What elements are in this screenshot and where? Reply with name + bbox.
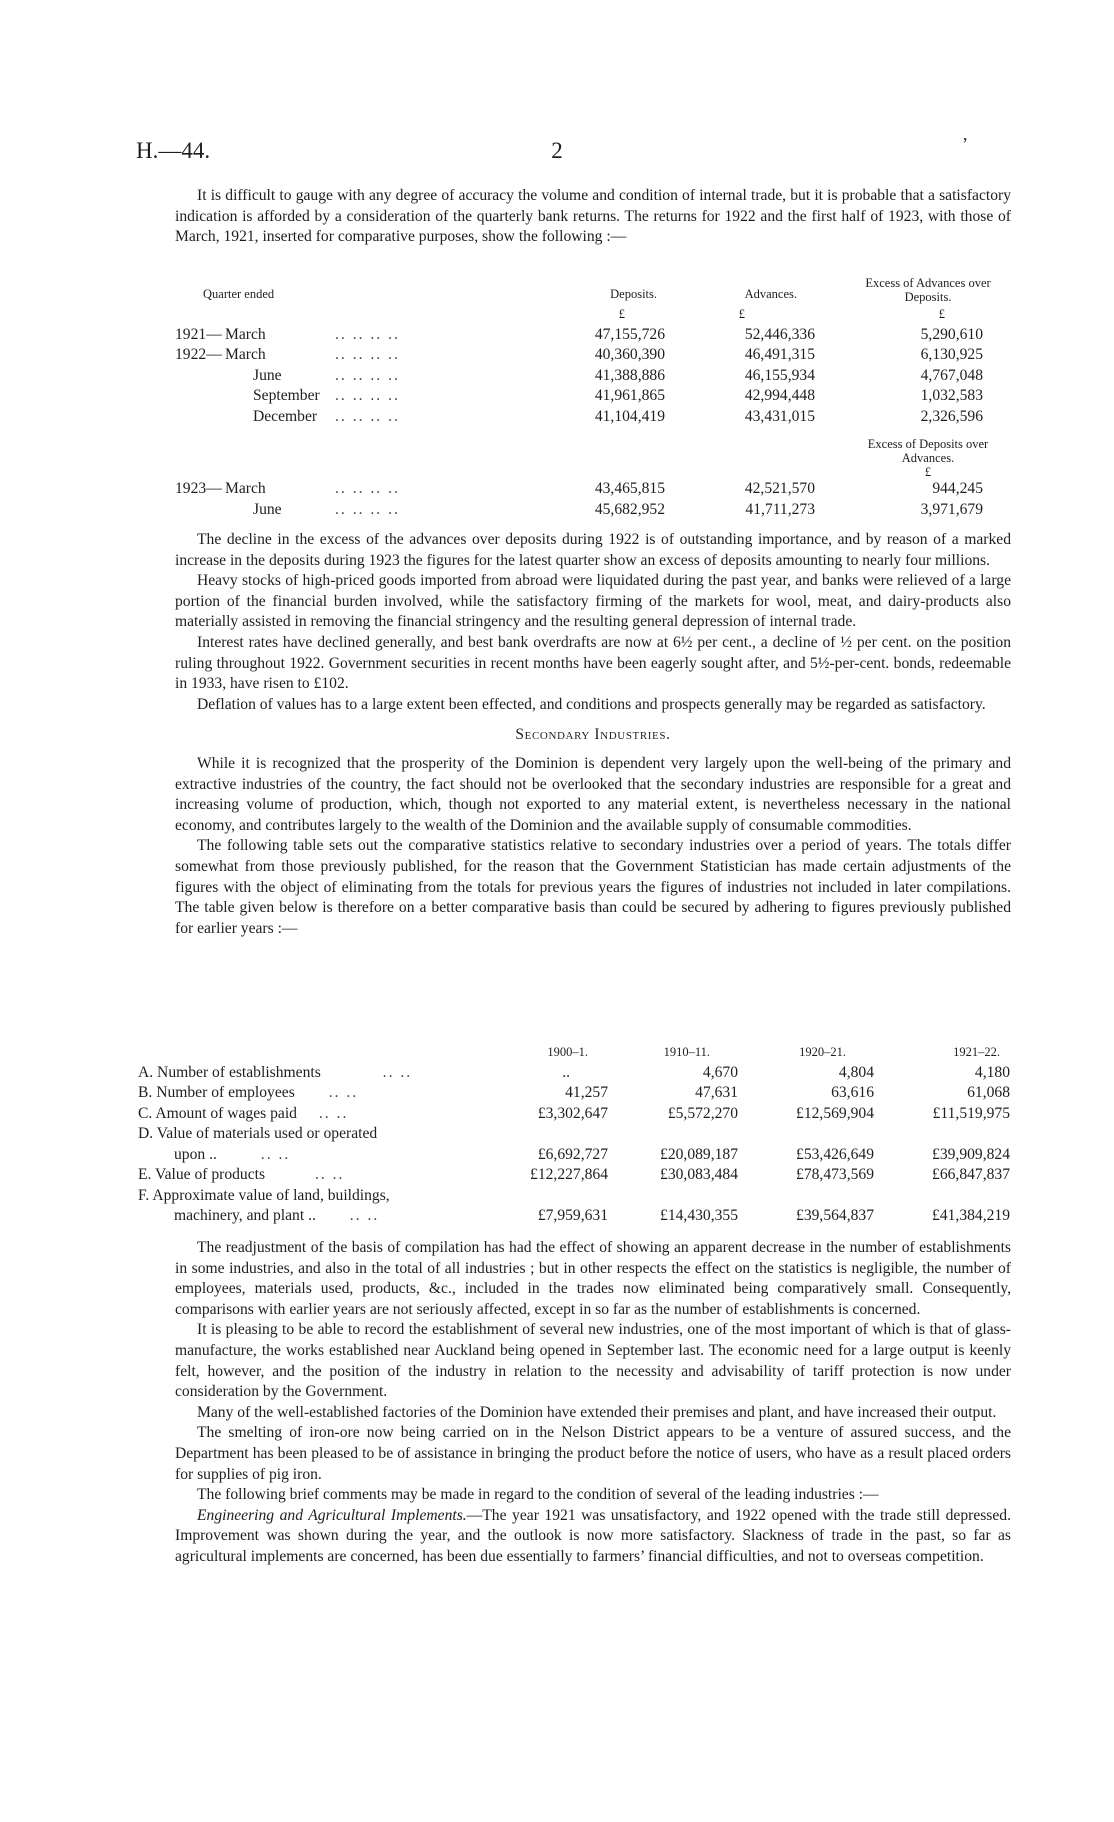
row-excess: 2,326,596 xyxy=(920,407,983,425)
header-excess: Excess of Advances over Deposits. xyxy=(865,276,991,304)
row-quarter: March xyxy=(225,346,266,363)
page-number: 2 xyxy=(551,138,563,163)
row-quarter: March xyxy=(225,480,266,497)
table-row xyxy=(138,1206,1010,1227)
table-row xyxy=(175,479,1011,500)
table-row xyxy=(175,386,1011,407)
margin-mark: ’ xyxy=(962,134,968,154)
row-deposits: 43,465,815 xyxy=(594,480,665,497)
row-label: F. Approximate value of land, buildings, xyxy=(138,1186,390,1204)
engineering-body: —The year 1921 was unsatisfactory, and 1922 opened with the trade still depressed. Improvement was shown during the year, and the outlook is now more satisfactory. Slackness of trade in the past, so far as agricultural implements are concerned, has been due essentially to farmers’ financial difficulties, and not to overseas competition. xyxy=(175,1506,1011,1565)
row-label xyxy=(138,1063,488,1084)
row-deposits: 40,360,390 xyxy=(594,346,665,363)
row-advances: 52,446,336 xyxy=(744,325,815,343)
paragraph: The decline in the excess of the advances over deposits during 1922 is of outstanding importance, and by reason of a marked increase in the deposits during 1923 the figures for the latest quarter show an excess of deposits amounting to nearly four millions. xyxy=(175,531,1011,569)
row-value: £7,959,631 xyxy=(537,1207,608,1224)
row-deposits: 41,104,419 xyxy=(594,407,665,425)
row-quarter: December xyxy=(253,407,318,425)
row-excess: 944,245 xyxy=(932,480,983,497)
row-advances: 43,431,015 xyxy=(744,407,815,425)
row-leader: .. .. xyxy=(328,1084,359,1101)
row-leader: .. .. xyxy=(314,1166,345,1183)
row-year xyxy=(175,407,225,428)
row-value: 4,670 xyxy=(702,1063,738,1081)
row-excess: 5,290,610 xyxy=(920,325,983,343)
row-leader: .. .. .. .. xyxy=(335,366,400,384)
table-row xyxy=(138,1186,1010,1207)
row-value: 47,631 xyxy=(695,1084,738,1101)
year-header: 1910–11. xyxy=(663,1045,710,1059)
row-value: £39,909,824 xyxy=(932,1145,1010,1163)
row-leader: .. .. .. .. xyxy=(335,407,400,425)
table-row xyxy=(175,407,1011,428)
row-excess: 4,767,048 xyxy=(920,366,983,384)
paragraph: Heavy stocks of high-priced goods imported from abroad were liquidated during the past year, and banks were relieved of a large portion of the financial burden involved, while the satisfactory firming of the markets for wool, meat, and dairy-products also materially assisted in removing the financial stringency and the resulting general depression of internal trade. xyxy=(175,572,1011,631)
row-year: 1923— xyxy=(175,480,222,497)
row-leader: .. .. .. .. xyxy=(335,480,400,497)
engineering-paragraph xyxy=(175,1506,1011,1568)
row-advances: 46,491,315 xyxy=(744,346,815,363)
paragraph: Many of the well-established factories of the Dominion have extended their premises and plant, and have increased their output. xyxy=(197,1403,997,1421)
row-leader: .. .. xyxy=(260,1145,291,1163)
row-value: 63,616 xyxy=(831,1084,874,1101)
row-value: £30,083,484 xyxy=(660,1166,738,1183)
row-deposits: 45,682,952 xyxy=(594,500,665,518)
row-leader: .. .. xyxy=(318,1104,349,1122)
header-excess-deposits xyxy=(815,427,1011,479)
row-value: £53,426,649 xyxy=(796,1145,874,1163)
row-value: £6,692,727 xyxy=(537,1145,608,1163)
header-advances: Advances. xyxy=(744,286,797,301)
paragraph: While it is recognized that the prosperity of the Dominion is dependent very largely upon the well-being of the primary and extractive industries of the country, the fact should not be overlooked that the secondary industries are responsible for a great and increasing volume of production, which, though not exported to any material extent, is nevertheless necessary in the national economy, and contributes largely to the wealth of the Dominion and the available supply of consumable commodities. xyxy=(175,754,1011,834)
row-value: £78,473,569 xyxy=(796,1166,874,1183)
currency-excess: £ xyxy=(938,307,945,321)
row-excess: 3,971,679 xyxy=(920,500,983,518)
excess-deposits-label: Excess of Deposits over Advances. xyxy=(867,437,989,465)
row-value: £66,847,837 xyxy=(932,1166,1010,1183)
header-quarter: Quarter ended xyxy=(203,286,275,301)
year-header: 1920–21. xyxy=(799,1045,846,1059)
row-label-text: C. Amount of wages paid xyxy=(138,1104,297,1122)
row-year xyxy=(175,386,225,407)
row-advances: 42,994,448 xyxy=(744,387,815,404)
paragraph: The smelting of iron-ore now being carried on in the Nelson District appears to be a venture of assured success, and the Department has been pleased to be of assistance in bringing the product before the notice of users, who have as a result placed orders for supplies of pig iron. xyxy=(175,1424,1011,1483)
year-header: 1900–1. xyxy=(547,1045,588,1059)
year-header: 1921–22. xyxy=(953,1045,1000,1059)
row-value: 61,068 xyxy=(967,1084,1010,1101)
table-row xyxy=(138,1124,1010,1145)
row-year xyxy=(175,500,225,521)
table-row xyxy=(175,345,1011,366)
row-label-cont xyxy=(138,1206,488,1227)
bank-subheader-row xyxy=(175,427,1011,479)
industry-header-row xyxy=(138,1042,1010,1063)
row-value: £3,302,647 xyxy=(537,1104,608,1122)
row-label: D. Value of materials used or operated xyxy=(138,1125,378,1142)
table-row xyxy=(175,325,1011,346)
paragraph: The following table sets out the comparative statistics relative to secondary industries over a period of years. The totals differ somewhat from those previously published, for the reason that the Government Statistician has made certain adjustments of the figures with the object of eliminating from the totals for previous years the figures of industries not included in later compilations. The table given below is therefore on a better comparative basis than could be secured by adhering to figures previously published for earlier years :— xyxy=(175,837,1011,937)
table-row xyxy=(138,1083,1010,1104)
row-value: £41,384,219 xyxy=(932,1207,1010,1224)
bank-table-header-row xyxy=(175,268,1011,304)
page-header xyxy=(136,134,978,168)
row-excess: 1,032,583 xyxy=(920,387,983,404)
row-label-text: B. Number of employees xyxy=(138,1084,295,1101)
paragraph: The following brief comments may be made in regard to the condition of several of the leading industries :— xyxy=(197,1486,879,1504)
row-label-text: upon .. xyxy=(174,1145,217,1163)
row-value: £20,089,187 xyxy=(660,1145,738,1163)
table-row xyxy=(138,1145,1010,1166)
row-label-text: machinery, and plant .. xyxy=(174,1207,316,1224)
paragraph: It is pleasing to be able to record the establishment of several new industries, one of the most important of which is that of glass-manufacture, the works established near Auckland being opened in September last. The economic need for a large output is keenly felt, however, and the position of the industry in relation to the necessity and advisability of tariff protection is now under consideration by the Government. xyxy=(175,1321,1011,1401)
row-value: £14,430,355 xyxy=(660,1207,738,1224)
bank-returns-table xyxy=(175,268,1011,520)
row-value: £12,569,904 xyxy=(796,1104,874,1122)
table-row xyxy=(175,366,1011,387)
row-value: £12,227,864 xyxy=(530,1166,608,1183)
industry-statistics-table xyxy=(138,1042,1010,1227)
row-label xyxy=(138,1083,488,1104)
intro-paragraph: It is difficult to gauge with any degree of accuracy the volume and condition of internal trade, but it is probable that a satisfactory indication is afforded by a consideration of the quarterly bank returns. The returns for 1922 and the first half of 1923, with those of March, 1921, inserted for comparative purposes, show the following :— xyxy=(175,187,1011,246)
row-value: 4,804 xyxy=(838,1063,874,1081)
paragraph: Interest rates have declined generally, and best bank overdrafts are now at 6½ per cent., a decline of ½ per cent. on the position ruling throughout 1922. Government securities in recent months have been eagerly sought after, and 5½-per-cent. bonds, redeemable in 1933, have risen to £102. xyxy=(175,633,1011,693)
row-leader: .. .. .. .. xyxy=(335,500,400,518)
row-advances: 41,711,273 xyxy=(745,500,815,518)
row-year: 1921— xyxy=(175,325,222,343)
row-label xyxy=(138,1165,488,1186)
currency-deposits: £ xyxy=(618,307,625,321)
row-deposits: 47,155,726 xyxy=(594,325,665,343)
row-value: .. xyxy=(562,1063,570,1081)
body-block-a xyxy=(175,530,1011,939)
bank-currency-row xyxy=(175,304,1011,325)
row-value: £39,564,837 xyxy=(796,1207,874,1224)
row-advances: 46,155,934 xyxy=(744,366,815,384)
body-block-c xyxy=(175,1238,1011,1568)
row-leader: .. .. xyxy=(349,1207,380,1224)
header-deposits: Deposits. xyxy=(610,286,657,301)
currency-excess-2: £ xyxy=(924,465,932,479)
row-quarter: June xyxy=(253,366,282,384)
intro-paragraph-block xyxy=(175,186,1011,248)
row-label-text: A. Number of establishments xyxy=(138,1063,321,1081)
row-deposits: 41,961,865 xyxy=(594,387,665,404)
row-leader: .. .. .. .. xyxy=(335,346,400,363)
row-year: 1922— xyxy=(175,346,222,363)
row-leader: .. .. .. .. xyxy=(335,325,400,343)
section-heading: Secondary Industries. xyxy=(515,726,671,744)
row-year xyxy=(175,366,225,387)
row-excess: 6,130,925 xyxy=(920,346,983,363)
table-row xyxy=(175,500,1011,521)
row-label xyxy=(138,1104,488,1125)
row-leader: .. .. xyxy=(382,1063,413,1081)
row-value: £5,572,270 xyxy=(667,1104,738,1122)
row-quarter: September xyxy=(253,387,320,404)
row-advances: 42,521,570 xyxy=(744,480,815,497)
row-value: 41,257 xyxy=(565,1084,608,1101)
row-quarter: June xyxy=(253,500,282,518)
table-row xyxy=(138,1165,1010,1186)
row-value: £11,519,975 xyxy=(932,1104,1010,1122)
row-value: 4,180 xyxy=(974,1063,1010,1081)
paragraph: Deflation of values has to a large extent been effected, and conditions and prospects generally may be regarded as satisfactory. xyxy=(197,695,986,713)
paragraph: The readjustment of the basis of compilation has had the effect of showing an apparent decrease in the number of establishments in some industries, and also in the total of all industries ; but in other respects the effect on the statistics is negligible, the number of employees, materials used, products, &c., included in the trades now eliminated being comparatively small. Consequently, comparisons with earlier years are not seriously affected, except in so far as the number of establishments is concerned. xyxy=(175,1239,1011,1318)
engineering-title: Engineering and Agricultural Implements. xyxy=(197,1506,467,1524)
row-quarter: March xyxy=(225,325,266,343)
row-deposits: 41,388,886 xyxy=(594,366,665,384)
currency-advances: £ xyxy=(738,307,745,321)
table-row xyxy=(138,1063,1010,1084)
table-row xyxy=(138,1104,1010,1125)
document-reference: H.—44. xyxy=(136,138,211,163)
row-label-cont xyxy=(138,1145,488,1166)
row-leader: .. .. .. .. xyxy=(335,387,400,404)
row-label-text: E. Value of products xyxy=(138,1166,266,1183)
